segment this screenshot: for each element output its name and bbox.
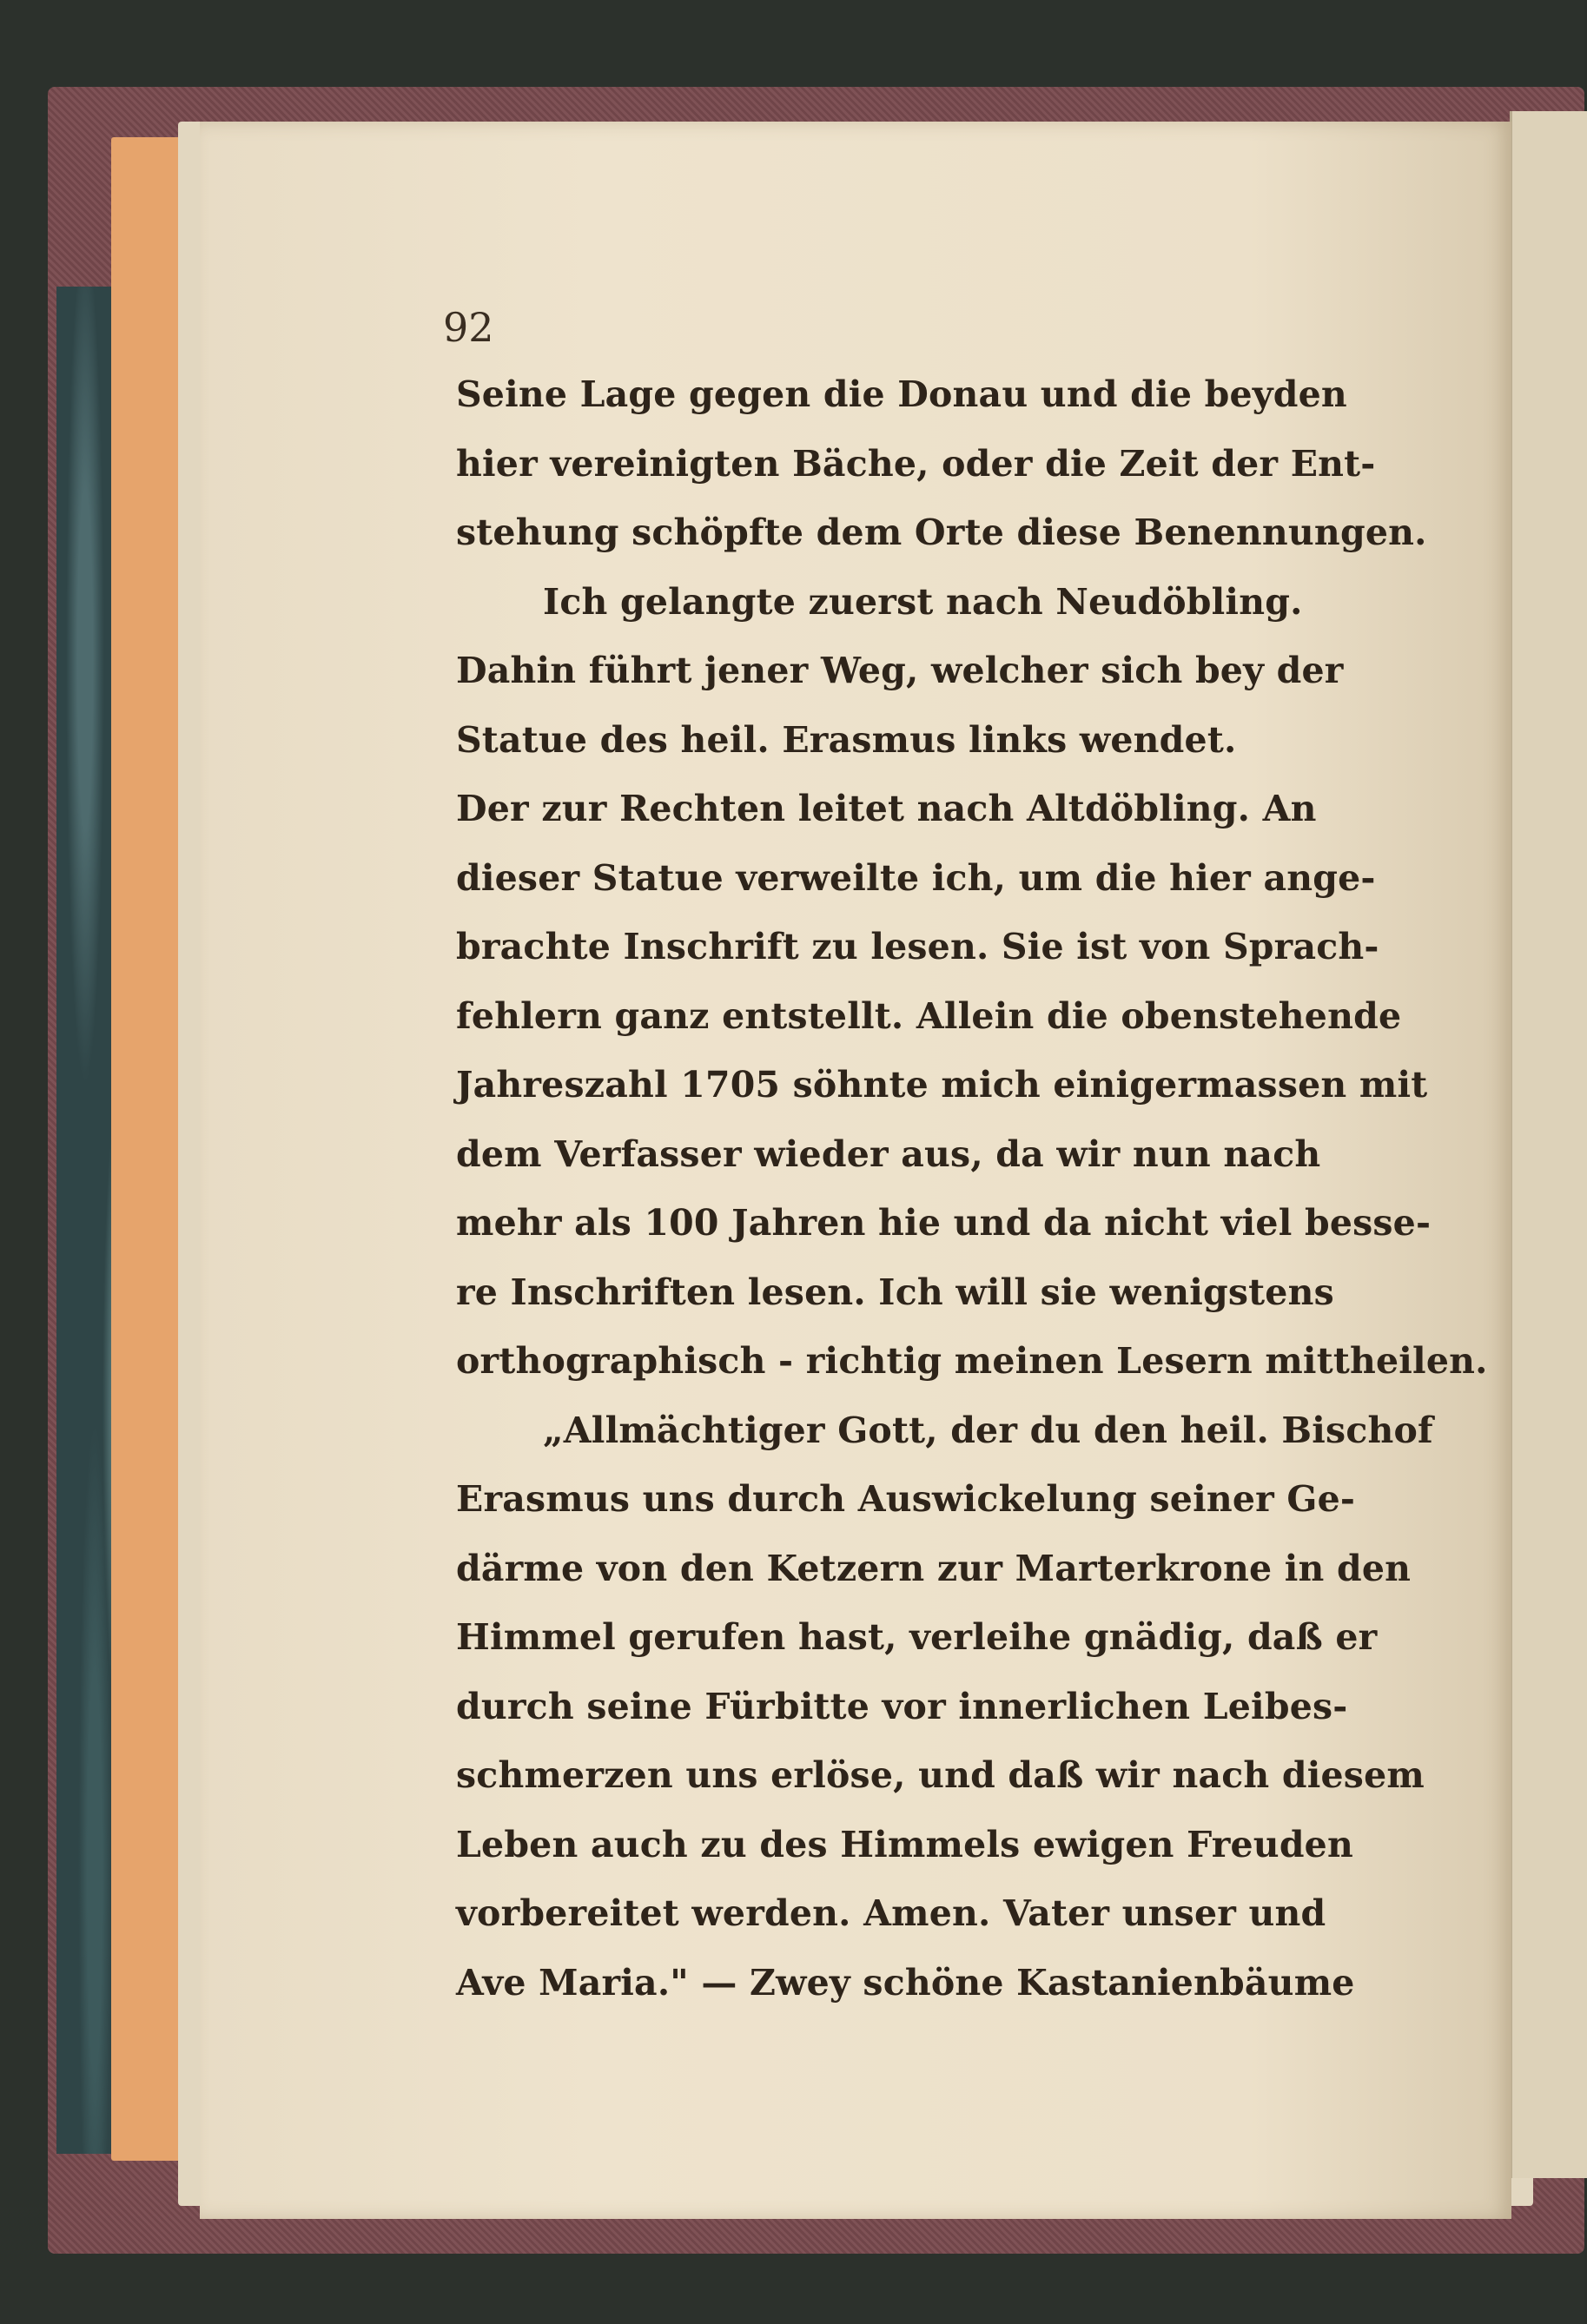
text-line: hier vereinigten Bäche, oder die Zeit der Ent- <box>456 442 1376 485</box>
text-line: dieser Statue verweilte ich, um die hier ange- <box>456 856 1376 899</box>
facing-page <box>1510 111 1587 2178</box>
text-line: Leben auch zu des Himmels ewigen Freuden <box>456 1823 1353 1865</box>
text-line: dem Verfasser wieder aus, da wir nun nach <box>456 1132 1321 1175</box>
text-line: Statue des heil. Erasmus links wendet. <box>456 718 1237 761</box>
text-line: Dahin führt jener Weg, welcher sich bey der <box>456 650 1344 691</box>
text-line: stehung schöpfte dem Orte diese Benennungen. <box>456 512 1427 553</box>
text-line: vorbereitet werden. Amen. Vater unser und <box>456 1892 1326 1934</box>
text-line: Erasmus uns durch Auswickelung seiner Ge- <box>456 1478 1356 1520</box>
text-line: Ich gelangte zuerst nach Neudöbling. <box>543 580 1303 623</box>
text-line: brachte Inschrift zu lesen. Sie ist von Sprach- <box>456 926 1379 967</box>
text-line: Seine Lage gegen die Donau und die beyden <box>456 373 1347 415</box>
text-line: Jahreszahl 1705 söhnte mich einigermassen mit <box>456 1064 1428 1106</box>
text-line: Himmel gerufen hast, verleihe gnädig, daß er <box>456 1616 1378 1658</box>
page-text <box>456 360 1488 2017</box>
text-line: mehr als 100 Jahren hie und da nicht viel besse- <box>456 1202 1432 1244</box>
text-line: orthographisch - richtig meinen Lesern mittheilen. <box>456 1340 1488 1382</box>
text-line: durch seine Fürbitte vor innerlichen Leibes- <box>456 1685 1348 1727</box>
text-line: re Inschriften lesen. Ich will sie wenigstens <box>456 1271 1334 1313</box>
text-line: fehlern ganz entstellt. Allein die obenstehende <box>456 994 1402 1037</box>
text-line: Ave Maria." — Zwey schöne Kastanienbäume <box>456 1961 1355 2004</box>
text-line: Der zur Rechten leitet nach Altdöbling. An <box>456 788 1317 829</box>
text-line: „Allmächtiger Gott, der du den heil. Bischof <box>543 1409 1433 1451</box>
text-line: schmerzen uns erlöse, und daß wir nach diesem <box>456 1754 1425 1796</box>
page-number: 92 <box>443 304 494 351</box>
text-line: därme von den Ketzern zur Marterkrone in den <box>456 1547 1412 1589</box>
